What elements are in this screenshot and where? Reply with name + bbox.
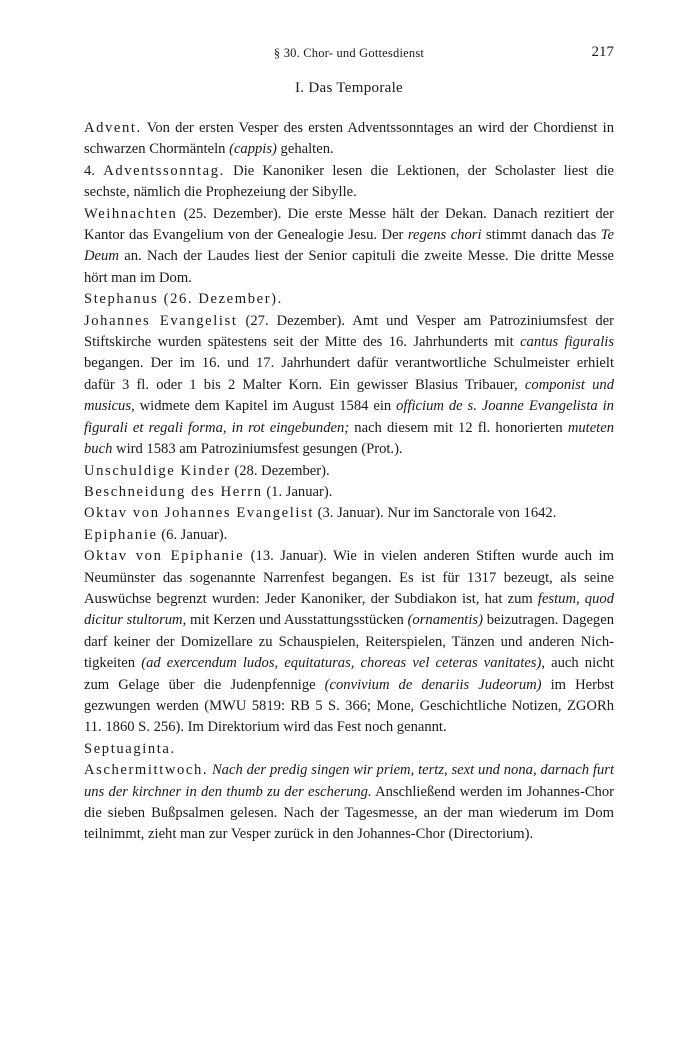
text-run: mit Kerzen und Ausstattungsstücken <box>186 612 408 629</box>
text-run: (25. Dezember). Die erste Messe hält der Dekan. Danach rezitiert der Kantor das Evangelium von der Genealogie Jesu. Der <box>84 205 614 244</box>
text-run: (1. Januar). <box>262 483 333 500</box>
text-run: (28. Dezember). <box>230 462 330 479</box>
text-run: wird 1583 am Patroziniumsfest gesungen (Prot.). <box>112 441 403 458</box>
paragraph <box>84 161 614 204</box>
text-run: auch nicht zum Gelage über die Judenpfennige <box>84 655 614 693</box>
latin-quote: Te Deum <box>84 227 614 265</box>
paragraph <box>84 204 614 290</box>
latin-quote: (ad exercendum ludos, equitaturas, choreas vel ceteras vanitates), <box>141 655 545 672</box>
section-title: I. Das Temporale <box>294 80 404 96</box>
entry-heading: Johannes Evangelist <box>84 312 238 329</box>
text-run: im Herbst gezwungen werden (MWU 5819: RB 5 S. 366; Mone, Geschichtliche Notizen, ZGORh 11. 1860 S. 256). Im Direktorium wird das Fest noch genannt. <box>84 676 614 736</box>
entry-heading: Epiphanie <box>84 526 158 543</box>
entry-heading: Oktav von Johannes Evangelist <box>84 505 315 522</box>
paragraph <box>84 546 614 739</box>
text-run: (13. Januar). Wie in vielen anderen Stiften wurde auch im Neumünster das sogenannte Narrenfest begangen. Es ist für 1317 bezeugt, als seine Auswüchse begrenzt wurden: Jeder Kanoniker, der Subdiakon ist, hat zum <box>84 548 614 607</box>
latin-quote: festum, quod dicitur stultorum, <box>84 590 614 629</box>
paragraph <box>84 525 614 546</box>
latin-quote: (convivium de denariis Judeorum) <box>324 676 542 693</box>
text-run: Von der ersten Vesper des ersten Adventssonntages an wird der Chordienst in schwarzen Chormänteln <box>84 120 614 158</box>
entry-heading: Septuaginta. <box>84 740 176 757</box>
entry-heading: Aschermittwoch. <box>84 762 209 779</box>
latin-quote: officium de s. Joanne Evangelista in figurali et regali forma, in rot eingebunden; <box>84 398 614 436</box>
paragraph <box>84 289 614 310</box>
paragraph <box>84 760 614 846</box>
latin-quote: cantus figuralis <box>520 334 615 351</box>
latin-quote: (ornamentis) <box>407 612 483 629</box>
text-run: Die Kanoniker lesen die Lektionen, der Scholaster liest die sechste, nämlich die Prophezeiung der Sibylle. <box>84 162 614 201</box>
paragraph <box>84 739 614 760</box>
entry-heading: Stephanus (26. Dezember). <box>84 291 283 308</box>
text-run: nach diesem mit 12 fl. honorierten <box>349 419 568 436</box>
text-run: 4. <box>84 162 104 179</box>
text-run: (3. Januar). Nur im Sanctorale von 1642. <box>314 505 557 522</box>
page-number: 217 <box>591 44 614 60</box>
paragraph <box>84 482 614 503</box>
running-title: § 30. Chor- und Gottesdienst <box>273 46 425 60</box>
paragraph <box>84 503 614 524</box>
text-run: (27. Dezember). Amt und Vesper am Patroziniumsfest der Stiftskirche wurden spätestens seit der Mitte des 16. Jahrhunderts mit <box>84 312 614 351</box>
paragraph <box>84 461 614 482</box>
text-run: beizutragen. Dagegen darf keiner der Domizellare zu Schauspielen, Reiterspielen, Tänzen und anderen Nichtigkeiten <box>84 612 615 672</box>
text-run: gehalten. <box>276 141 334 158</box>
entry-heading: Unschuldige Kinder <box>84 462 231 479</box>
text-run: an. Nach der Laudes liest der Senior capituli die zweite Messe. Die dritte Messe hört man im Dom. <box>84 248 614 286</box>
entry-heading: Weihnachten <box>84 205 178 222</box>
latin-quote: Nach der predig singen wir priem, tertz, sext und nona, darnach furt uns der kirchner in den thumb zu der escherung. <box>84 762 614 800</box>
body-text <box>84 118 614 846</box>
latin-quote: componist und musicus, <box>84 376 614 415</box>
text-run: (6. Januar). <box>157 526 228 543</box>
entry-heading: Advent. <box>84 120 142 136</box>
entry-heading: Oktav von Epiphanie <box>84 548 245 565</box>
running-head <box>84 46 614 66</box>
entry-heading: Beschneidung des Herrn <box>84 483 263 500</box>
paragraph <box>84 311 614 461</box>
text-run: Anschließend werden im Johannes-Chor die sieben Bußpsalmen gelesen. Nach der Tagesmesse, an der man wiederum im Dom teilnimmt, zieht man zur Vesper zurück in den Johannes-Chor (Directorium). <box>84 783 615 843</box>
text-run: stimmt danach das <box>481 227 601 244</box>
paragraph <box>84 118 614 161</box>
entry-heading: Adventssonntag. <box>103 162 225 179</box>
text-run: begangen. Der im 16. und 17. Jahrhundert dafür verantwortliche Schulmeister erhielt dafür 3 fl. oder 1 bis 2 Malter Korn. Ein gewisser Blasius Tribauer, <box>84 355 614 393</box>
latin-quote: muteten buch <box>84 419 615 458</box>
text-run: widmete dem Kapitel im August 1584 ein <box>134 398 397 415</box>
latin-quote: regens chori <box>407 227 482 244</box>
latin-quote: (cappis) <box>229 141 277 158</box>
